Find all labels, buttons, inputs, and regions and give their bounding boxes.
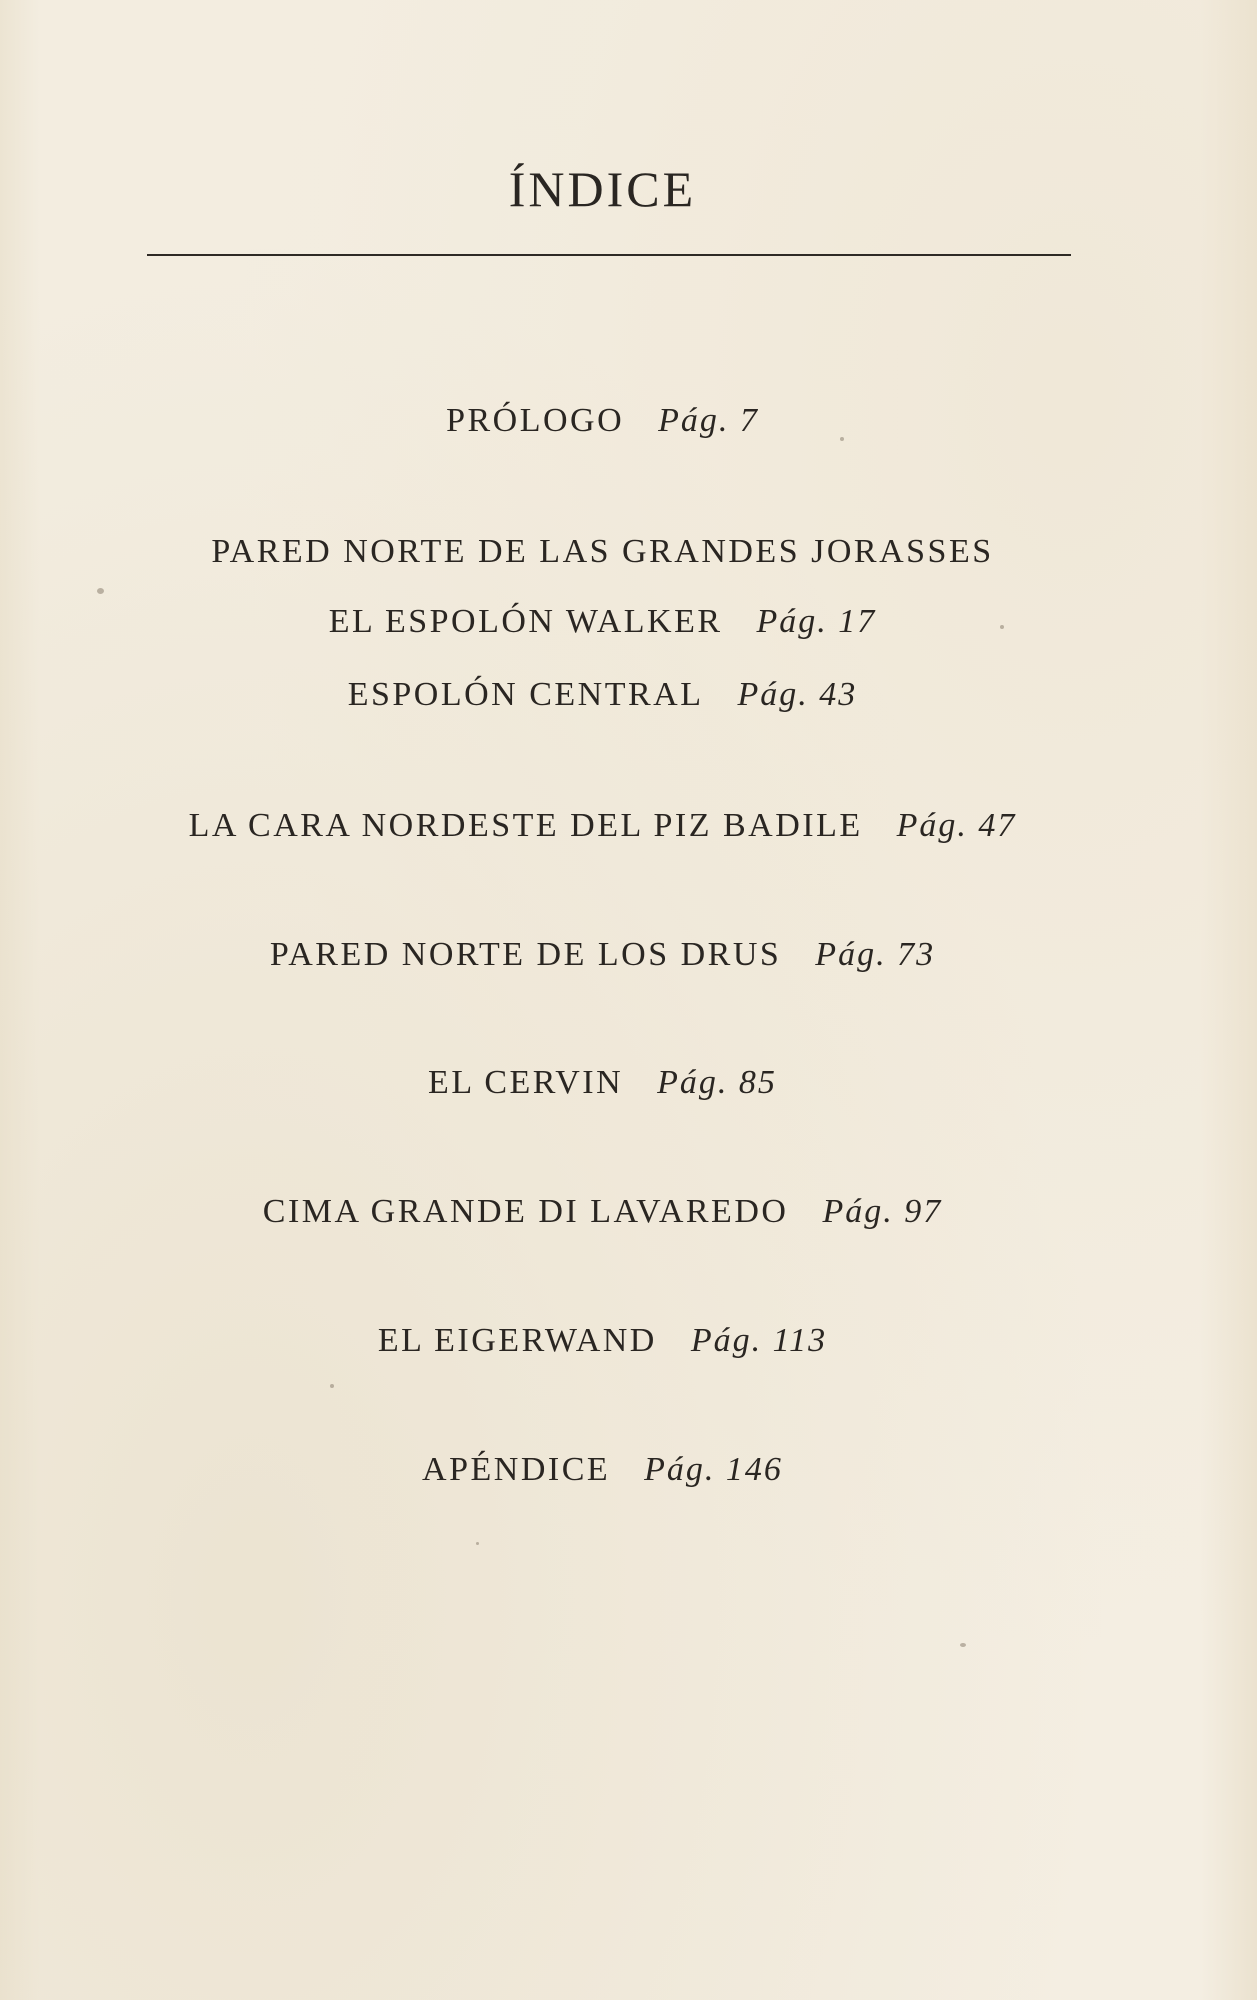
toc-entry-label: APÉNDICE: [422, 1451, 611, 1488]
toc-entry-espolon-walker: [0, 605, 1205, 639]
paper-speck: [476, 1542, 479, 1545]
paper-speck: [330, 1384, 334, 1388]
paper-speck: [960, 1643, 966, 1647]
toc-entry-espolon-central: [0, 678, 1205, 712]
toc-entry-page: Pág. 47: [896, 807, 1017, 844]
toc-entry-page: Pág. 97: [822, 1193, 943, 1230]
toc-entry-label: ESPOLÓN CENTRAL: [347, 676, 704, 713]
toc-entry-prologo: [0, 404, 1205, 438]
toc-entry-page: Pág. 85: [657, 1064, 777, 1101]
toc-entry-grandes-jorasses: [0, 535, 1205, 569]
toc-entry-page: Pág. 113: [690, 1322, 828, 1359]
toc-entry-label: LA CARA NORDESTE DEL PIZ BADILE: [188, 807, 863, 844]
paper-speck: [840, 437, 844, 441]
toc-entry-label: EL CERVIN: [428, 1064, 624, 1101]
toc-entry-label: EL EIGERWAND: [377, 1322, 657, 1359]
toc-entry-label: EL ESPOLÓN WALKER: [328, 603, 723, 640]
toc-entry-eigerwand: [0, 1324, 1205, 1358]
toc-entry-label: PARED NORTE DE LAS GRANDES JORASSES: [211, 533, 994, 570]
toc-entry-page: Pág. 17: [756, 603, 877, 640]
toc-entry-piz-badile: [0, 809, 1205, 843]
paper-speck: [1000, 625, 1004, 629]
toc-entry-apendice: [0, 1453, 1205, 1487]
toc-entry-page: Pág. 73: [815, 936, 936, 973]
toc-entry-label: PARED NORTE DE LOS DRUS: [269, 936, 782, 973]
paper-speck: [97, 588, 104, 594]
toc-entry-page: Pág. 43: [737, 676, 858, 713]
toc-entry-page: Pág. 146: [644, 1451, 783, 1488]
toc-entry-cervin: [0, 1066, 1205, 1100]
toc-entry-drus: [0, 938, 1205, 972]
toc-entry-page: Pág. 7: [658, 402, 759, 439]
title-rule: [147, 254, 1071, 256]
toc-entry-label: CIMA GRANDE DI LAVAREDO: [262, 1193, 789, 1230]
toc-entry-cima-grande: [0, 1195, 1205, 1229]
page-title: ÍNDICE: [508, 161, 697, 217]
toc-entry-label: PRÓLOGO: [446, 402, 625, 439]
